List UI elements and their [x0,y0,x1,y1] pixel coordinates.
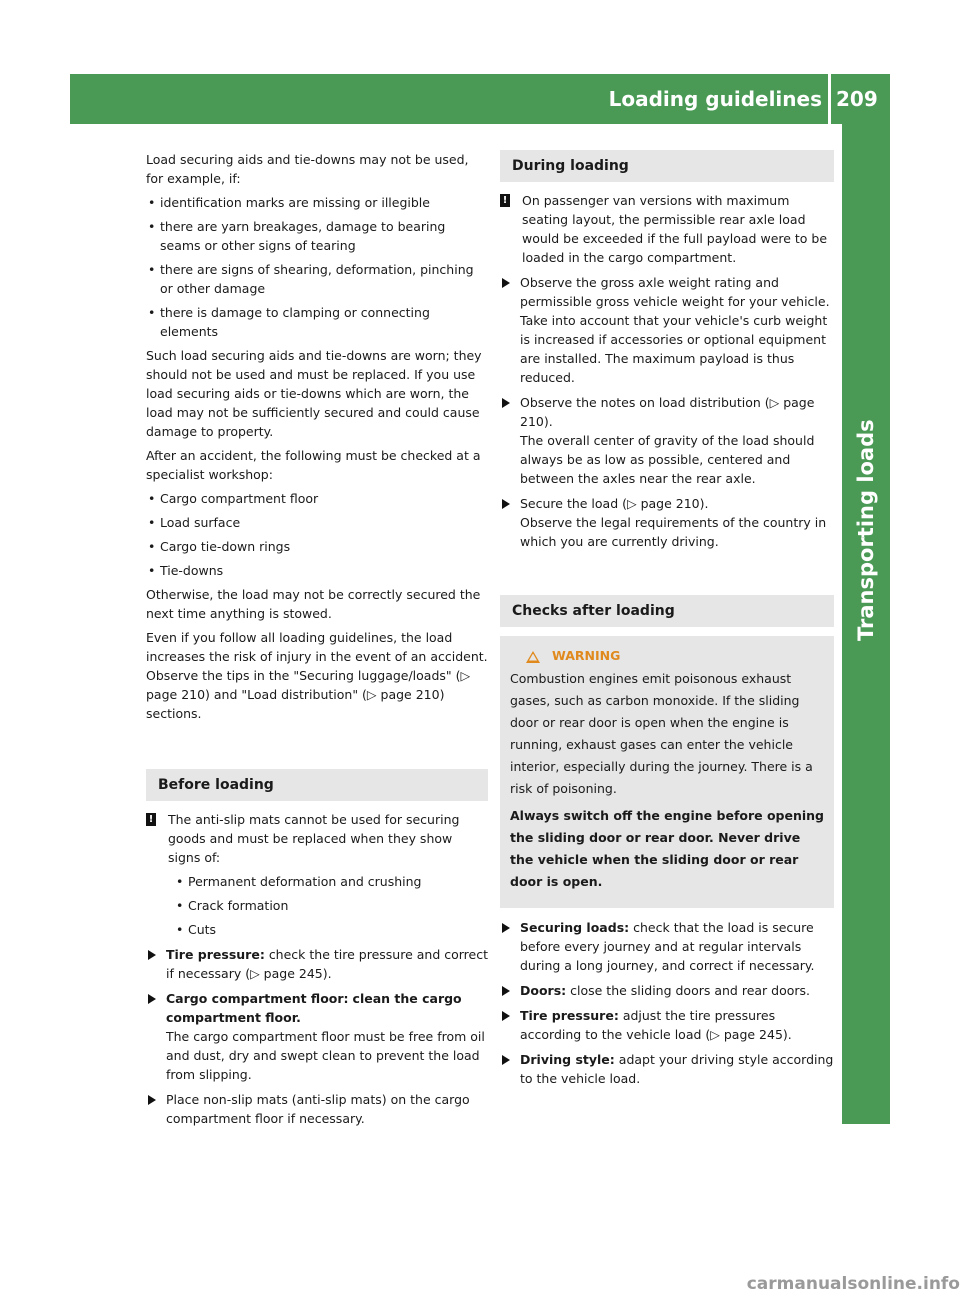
header-divider [828,74,831,124]
step-text: Observe the gross axle weight rating and permissible gross vehicle weight for your vehicle. Take into account that your vehicle's curb weight is increased if accessories or optional equipment are installed. The maximum payload is thus reduced. [520,275,830,385]
list-item: • Crack formation [174,896,488,915]
list-item: • Cargo compartment floor [146,489,488,508]
step-secure-load [500,494,834,551]
step-detail: The overall center of gravity of the load should always be as low as possible, centered and between the axles near the rear axle. [520,433,815,486]
step-text: check that the load is secure before every journey and at regular intervals during a long journey, and correct if necessary. [520,920,815,973]
accident-paragraph: After an accident, the following must be checked at a specialist workshop: [146,448,481,482]
step-label: Doors: [520,983,567,998]
arrow-right-icon [502,499,510,509]
step-non-slip-mats [146,1090,488,1128]
worn-paragraph: Such load securing aids and tie-downs are worn; they should not be used and must be replaced. If you use load securing aids or tie-downs which are worn, the load may not be sufficiently secured and could cause damage to property. [146,348,482,439]
arrow-right-icon [502,923,510,933]
step-label: Securing loads: [520,920,630,935]
accident-bullet-list [146,489,488,580]
note-bullet-list [174,872,488,939]
step-text: Place non-slip mats (anti-slip mats) on the cargo compartment floor if necessary. [166,1092,470,1126]
step-tire-pressure [500,1006,834,1044]
arrow-right-icon [502,986,510,996]
left-column [146,150,488,1134]
arrow-right-icon [148,1095,156,1105]
step-label: Driving style: [520,1052,615,1067]
warning-label: WARNING [552,648,621,663]
note-text: On passenger van versions with maximum seating layout, the permissible rear axle load would be exceeded if the full payload were to be loaded in the cargo compartment. [522,193,828,265]
note-block [500,191,834,267]
step-detail: The cargo compartment floor must be free from oil and dust, dry and swept clean to prevent the load from slipping. [166,1029,485,1082]
step-axle-weight [500,273,834,387]
step-cargo-floor [146,989,488,1084]
step-text: check the tire pressure and correct if necessary (▷ page 245). [166,947,488,981]
note-block [146,810,488,939]
note-icon: ! [500,194,510,207]
warning-triangle-icon [526,651,540,663]
page-title: Loading guidelines [608,87,822,111]
warning-title [510,644,826,668]
side-tab-label: Transporting loads [854,419,878,641]
arrow-right-icon [148,994,156,1004]
step-label: Cargo compartment floor: [166,991,349,1006]
list-item: • there are yarn breakages, damage to bearing seams or other signs of tearing [146,217,488,255]
step-text: clean the cargo compartment floor. [166,991,462,1025]
list-item: • Tie-downs [146,561,488,580]
list-item: • Permanent deformation and crushing [174,872,488,891]
step-text: adapt your driving style according to the vehicle load. [520,1052,834,1086]
warning-instruction: Always switch off the engine before opening the sliding door or rear door. Never drive the vehicle when the sliding door or rear door is open. [510,808,825,889]
arrow-right-icon [502,398,510,408]
arrow-right-icon [502,1011,510,1021]
note-icon: ! [146,813,156,826]
intro-bullet-list [146,193,488,341]
step-label: Tire pressure: [520,1008,619,1023]
section-heading-checks-after-loading: Checks after loading [500,595,834,627]
side-tab-marker [842,1010,890,1058]
arrow-right-icon [148,950,156,960]
step-text: Secure the load (▷ page 210). [520,496,709,511]
section-heading-before-loading: Before loading [146,769,488,801]
step-load-distribution [500,393,834,488]
step-driving-style [500,1050,834,1088]
step-detail: Observe the legal requirements of the country in which you are currently driving. [520,515,827,549]
note-text: The anti-slip mats cannot be used for securing goods and must be replaced when they show signs of: [168,812,460,865]
watermark: carmanualsonline.info [746,1274,960,1294]
follow-guidelines-paragraph: Even if you follow all loading guidelines, the load increases the risk of injury in the event of an accident. Observe the tips in the "Securing luggage/loads" (▷ page 210) and "Load distribution" (▷ page 210) sections. [146,630,488,721]
step-label: Tire pressure: [166,947,265,962]
list-item: • there are signs of shearing, deformation, pinching or other damage [146,260,488,298]
step-text: Observe the notes on load distribution (▷ page 210). [520,395,815,429]
arrow-right-icon [502,278,510,288]
list-item: • Load surface [146,513,488,532]
step-securing-loads [500,918,834,975]
warning-text: Combustion engines emit poisonous exhaust gases, such as carbon monoxide. If the sliding door or rear door is open when the engine is running, exhaust gases can enter the vehicle interior, especially during the journey. There is a risk of poisoning. [510,671,813,796]
otherwise-paragraph: Otherwise, the load may not be correctly secured the next time anything is stowed. [146,587,481,621]
step-text: adjust the tire pressures according to the vehicle load (▷ page 245). [520,1008,792,1042]
step-text: close the sliding doors and rear doors. [570,983,811,998]
arrow-right-icon [502,1055,510,1065]
list-item: • there is damage to clamping or connecting elements [146,303,488,341]
intro-text: Load securing aids and tie-downs may not be used, for example, if: [146,152,469,186]
list-item: • Cargo tie-down rings [146,537,488,556]
right-column [500,150,834,1094]
list-item: • identification marks are missing or illegible [146,193,488,212]
warning-box [500,636,834,908]
step-doors [500,981,834,1000]
section-heading-during-loading: During loading [500,150,834,182]
step-tire-pressure [146,945,488,983]
list-item: • Cuts [174,920,488,939]
page-number: 209 [836,87,878,111]
